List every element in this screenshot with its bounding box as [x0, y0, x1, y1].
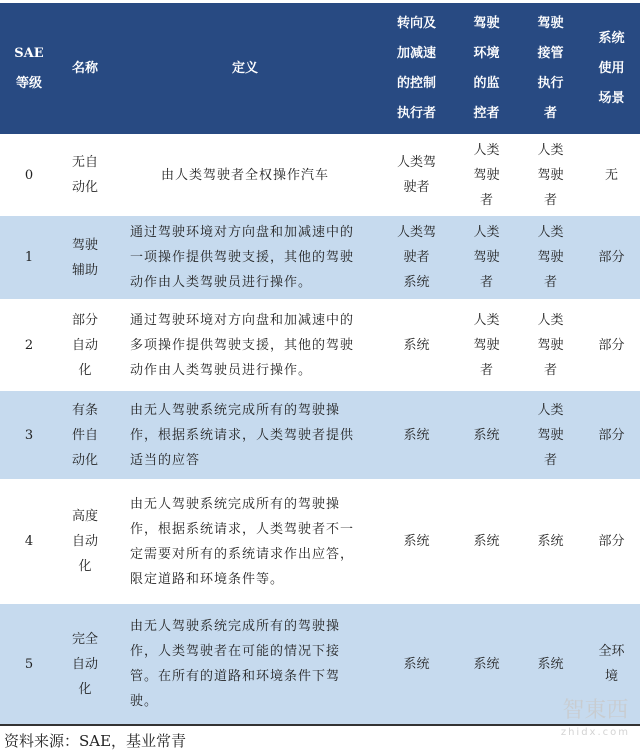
table-row — [0, 300, 640, 390]
table-bottom-rule — [0, 724, 640, 726]
monitor: 人类 驾驶 者 — [455, 135, 518, 215]
name: 完全 自动 化 — [58, 603, 112, 724]
table-row — [0, 480, 640, 603]
table-row — [0, 603, 640, 724]
table-row — [0, 135, 640, 215]
scenario: 部分 — [583, 300, 640, 390]
takeover: 人类 驾驶 者 — [518, 135, 583, 215]
monitor: 人类 驾驶 者 — [455, 300, 518, 390]
takeover: 系统 — [518, 603, 583, 724]
control: 人类驾 驶者 — [378, 135, 455, 215]
takeover: 人类 驾驶 者 — [518, 215, 583, 300]
name: 部分 自动 化 — [58, 300, 112, 390]
control: 系统 — [378, 300, 455, 390]
monitor: 系统 — [455, 480, 518, 603]
control: 系统 — [378, 480, 455, 603]
level: 3 — [0, 390, 58, 480]
takeover: 人类 驾驶 者 — [518, 300, 583, 390]
level: 2 — [0, 300, 58, 390]
level: 4 — [0, 480, 58, 603]
header-row — [0, 3, 640, 135]
scenario: 部分 — [583, 215, 640, 300]
level: 1 — [0, 215, 58, 300]
name: 无自 动化 — [58, 135, 112, 215]
definition: 由人类驾驶者全权操作汽车 — [112, 135, 378, 215]
monitor: 系统 — [455, 603, 518, 724]
header-monitor: 驾驶 环境 的监 控者 — [455, 3, 518, 135]
monitor: 人类 驾驶 者 — [455, 215, 518, 300]
watermark-logo — [561, 700, 630, 744]
name: 驾驶 辅助 — [58, 215, 112, 300]
watermark-logo-text: 智東西 — [562, 698, 629, 723]
definition: 由无人驾驶系统完成所有的驾驶操 作，根据系统请求，人类驾驶者提供 适当的应答 — [112, 390, 378, 480]
control: 系统 — [378, 390, 455, 480]
name: 高度 自动 化 — [58, 480, 112, 603]
control: 系统 — [378, 603, 455, 724]
header-name: 名称 — [58, 3, 112, 135]
sae-levels-table — [0, 3, 640, 724]
watermark-url: zhidx.com — [560, 727, 630, 738]
level: 5 — [0, 603, 58, 724]
scenario: 部分 — [583, 480, 640, 603]
definition: 通过驾驶环境对方向盘和加减速中的 多项操作提供驾驶支援，其他的驾驶 动作由人类驾驶员进行操作。 — [112, 300, 378, 390]
header-scenario: 系统 使用 场景 — [583, 3, 640, 135]
scenario: 无 — [583, 135, 640, 215]
definition: 通过驾驶环境对方向盘和加减速中的 一项操作提供驾驶支援，其他的驾驶 动作由人类驾驶员进行操作。 — [112, 215, 378, 300]
definition: 由无人驾驶系统完成所有的驾驶操 作，人类驾驶者在可能的情况下接 管。在所有的道路和环境条件下驾 驶。 — [112, 603, 378, 724]
takeover: 人类 驾驶 者 — [518, 390, 583, 480]
scenario: 部分 — [583, 390, 640, 480]
header-takeover: 驾驶 接管 执行 者 — [518, 3, 583, 135]
level: 0 — [0, 135, 58, 215]
table-row — [0, 215, 640, 300]
definition: 由无人驾驶系统完成所有的驾驶操 作，根据系统请求，人类驾驶者不一 定需要对所有的系统请求作出应答， 限定道路和环境条件等。 — [112, 480, 378, 603]
name: 有条 件自 动化 — [58, 390, 112, 480]
header-definition: 定义 — [112, 3, 378, 135]
table-row — [0, 390, 640, 480]
takeover: 系统 — [518, 480, 583, 603]
scenario: 全环 境 — [583, 603, 640, 724]
control: 人类驾 驶者 系统 — [378, 215, 455, 300]
header-sae-level: SAE 等级 — [0, 3, 58, 135]
monitor: 系统 — [455, 390, 518, 480]
header-control: 转向及 加减速 的控制 执行者 — [378, 3, 455, 135]
source-note: 资料来源：SAE，基业常青 — [4, 732, 187, 750]
